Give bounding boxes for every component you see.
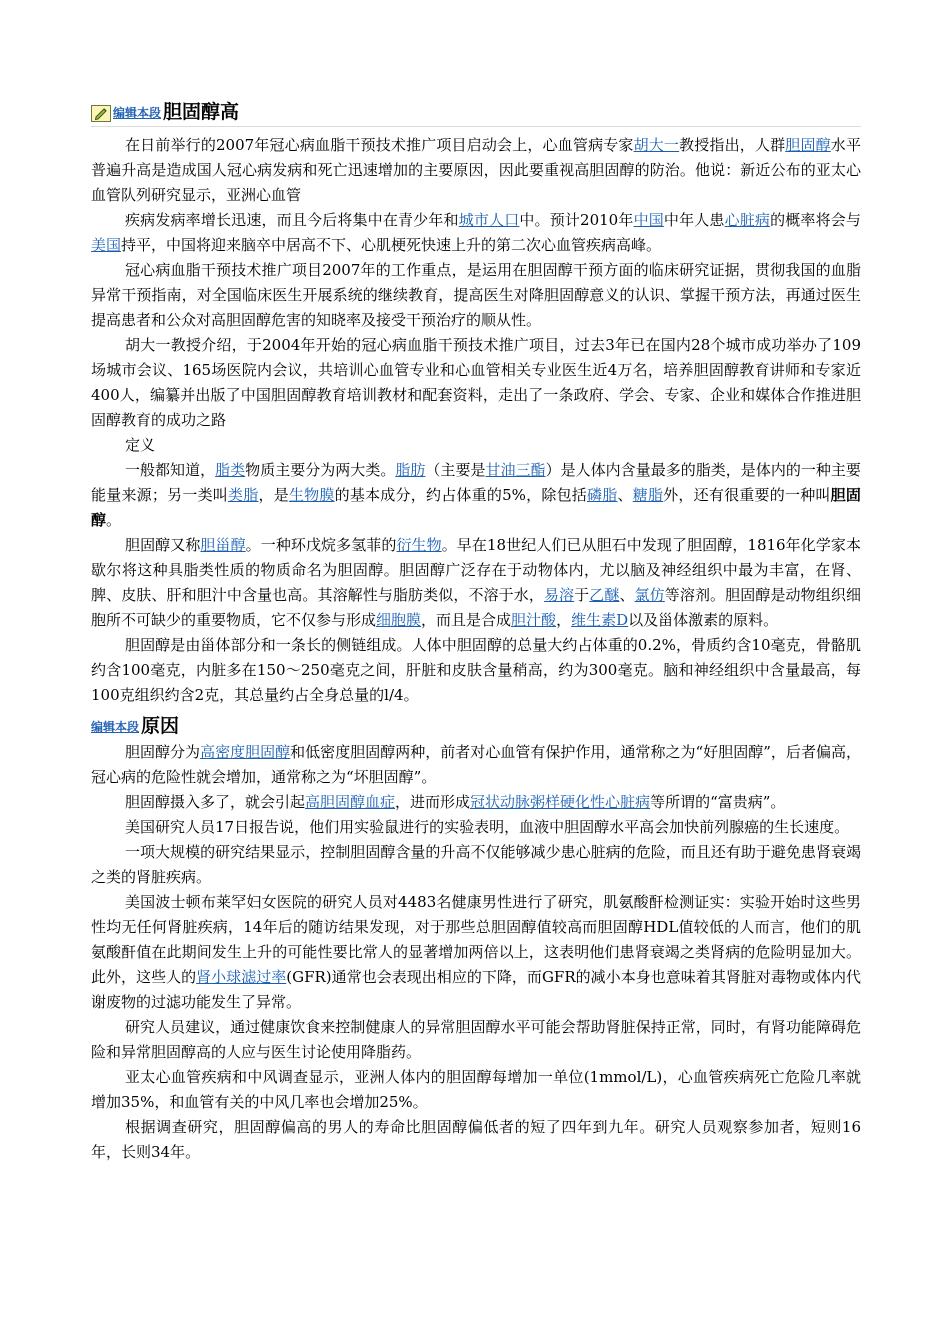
edit-section-link[interactable]: 编辑本段 — [91, 720, 140, 734]
inline-link[interactable]: 氯仿 — [634, 586, 665, 604]
inline-link[interactable]: 肾小球滤过率 — [196, 968, 287, 986]
bold-term: 胆固醇 — [91, 486, 861, 529]
text-run: 胡大一教授介绍，于2004年开始的冠心病血脂干预技术推广项目，过去3年已在国内28个城市成功举办了109场城市会议、165场医院内会议，共培训心血管专业和心血管相关专业医生近4万名，培养胆固醇教育讲师和专家近400人，编纂并出版了中国胆固醇教育培训教材和配套资料，走出了一条政府、学会、专家、企业和媒体合作推进胆固醇教育的成功之路 — [91, 336, 861, 429]
section-body-causes — [91, 740, 861, 1165]
text-run: ）是人体内含量最多的脂类，是体内的一种主要能量来源；另一类叫 — [91, 461, 861, 504]
text-run: 定义 — [125, 436, 156, 454]
inline-link[interactable]: 冠状动脉粥样硬化性心脏病 — [470, 793, 651, 811]
text-run: 等溶剂。胆固醇是动物组织细胞所不可缺少的重要物质，它不仅参与形成 — [91, 586, 861, 629]
paragraph — [91, 840, 861, 890]
inline-link[interactable]: 胆甾醇 — [200, 536, 246, 554]
edit-section-link[interactable]: 编辑本段 — [113, 106, 162, 120]
text-run: 胆固醇分为 — [125, 743, 201, 761]
paragraph — [91, 1065, 861, 1115]
inline-link[interactable]: 易溶 — [543, 586, 575, 604]
text-run: 的基本成分，约占体重的5%，除包括 — [334, 486, 588, 504]
text-run: 以及甾体激素的原料。 — [628, 611, 779, 629]
text-run: （主要是 — [425, 461, 486, 479]
text-run: 外，还有很重要的一种叫 — [663, 486, 831, 504]
paragraph — [91, 1015, 861, 1065]
text-run: 中年人患 — [663, 211, 725, 229]
text-run: 冠心病血脂干预技术推广项目2007年的工作重点，是运用在胆固醇干预方面的临床研究证据，贯彻我国的血脂异常干预指南，对全国临床医生开展系统的继续教育，提高医生对降胆固醇意义的认识、掌握干预方法，再通过医生提高患者和公众对高胆固醇危害的知晓率及接受干预治疗的顺从性。 — [91, 261, 861, 329]
inline-link[interactable]: 高密度胆固醇 — [200, 743, 291, 761]
text-run: 于 — [574, 586, 590, 604]
inline-link[interactable]: 磷脂 — [587, 486, 618, 504]
inline-link[interactable]: 胆固醇 — [785, 136, 831, 154]
text-run: 的概率将会与 — [770, 211, 861, 229]
inline-link[interactable]: 糖脂 — [632, 486, 664, 504]
inline-link[interactable]: 城市人口 — [458, 211, 520, 229]
text-run: 一般都知道， — [125, 461, 216, 479]
section-body-cholesterol-high — [91, 133, 861, 708]
section-heading-causes — [91, 710, 861, 738]
text-run: 。一种环戊烷多氢菲的 — [245, 536, 397, 554]
text-run: 美国波士顿布莱罕妇女医院的研究人员对4483名健康男性进行了研究，肌氨酸酐检测证实：实验开始时这些男性均无任何肾脏疾病，14年后的随访结果发现，对于那些总胆固醇值较高而胆固醇HDL值较低的人而言，他们的肌氨酸酐值在此期间发生上升的可能性要比常人的显著增加两倍以上，这表明他们患肾衰竭之类肾病的危险明显加大。此外，这些人的 — [91, 893, 861, 986]
inline-link[interactable]: 甘油三酯 — [485, 461, 546, 479]
inline-link[interactable]: 中国 — [633, 211, 664, 229]
paragraph — [91, 433, 861, 458]
inline-link[interactable]: 心脏病 — [724, 211, 771, 229]
text-run: 中。预计2010年 — [519, 211, 634, 229]
text-run: 美国研究人员17日报告说，他们用实验鼠进行的实验表明，血液中胆固醇水平高会加快前列腺癌的生长速度。 — [125, 818, 850, 836]
paragraph — [91, 1115, 861, 1165]
inline-link[interactable]: 维生素D — [571, 611, 629, 629]
text-run: 、 — [617, 486, 633, 504]
paragraph — [91, 890, 861, 1015]
text-run: 等所谓的“富贵病”。 — [650, 793, 786, 811]
text-run: 和低密度胆固醇两种，前者对心血管有保护作用，通常称之为“好胆固醇”，后者偏高，冠心病的危险性就会增加，通常称之为“坏胆固醇”。 — [91, 743, 861, 786]
text-run: 根据调查研究，胆固醇偏高的男人的寿命比胆固醇偏低者的短了四年到九年。研究人员观察参加者，短则16年，长则34年。 — [91, 1118, 861, 1161]
text-run: 胆固醇又称 — [125, 536, 201, 554]
text-run: 物质主要分为两大类。 — [245, 461, 396, 479]
paragraph — [91, 533, 861, 633]
inline-link[interactable]: 胆汁酸 — [511, 611, 557, 629]
section-heading-cholesterol-high — [91, 96, 861, 127]
paragraph — [91, 740, 861, 790]
paragraph — [91, 790, 861, 815]
document — [91, 96, 861, 1165]
text-run: 研究人员建议，通过健康饮食来控制健康人的异常胆固醇水平可能会帮助肾脏保持正常，同时，有肾功能障碍危险和异常胆固醇高的人应与医生讨论使用降脂药。 — [91, 1018, 861, 1061]
inline-link[interactable]: 类脂 — [228, 486, 259, 504]
inline-link[interactable]: 脂肪 — [395, 461, 426, 479]
text-run: 疾病发病率增长迅速，而且今后将集中在青少年和 — [125, 211, 459, 229]
inline-link[interactable]: 胡大一 — [633, 136, 680, 154]
text-run: ，而且是合成 — [421, 611, 512, 629]
text-run: 。早在18世纪人们已从胆石中发现了胆固醇，1816年化学家本歇尔将这种具脂类性质的物质命名为胆固醇。胆固醇广泛存在于动物体内，尤以脑及神经组织中最为丰富，在肾、脾、皮肤、肝和胆汁中含量也高。其溶解性与脂肪类似，不溶于水， — [91, 536, 861, 604]
text-run: 胆固醇是由甾体部分和一条长的侧链组成。人体中胆固醇的总量大约占体重的0.2%，骨质约含10毫克，骨骼肌约含100毫克，内脏多在150～250毫克之间，肝脏和皮肤含量稍高，约为300毫克。脑和神经组织中含量最高，每100克组织约含2克，其总量约占全身总量的l/4。 — [91, 636, 861, 704]
text-run: 在日前举行的2007年冠心病血脂干预技术推广项目启动会上，心血管病专家 — [125, 136, 634, 154]
inline-link[interactable]: 乙醚 — [589, 586, 620, 604]
paragraph — [91, 208, 861, 258]
paragraph — [91, 133, 861, 208]
text-run: 亚太心血管疾病和中风调查显示，亚洲人体内的胆固醇每增加一单位(1mmol/L)，心血管疾病死亡危险几率就增加35%，和血管有关的中风几率也会增加25%。 — [91, 1068, 861, 1111]
paragraph — [91, 333, 861, 433]
inline-link[interactable]: 高胆固醇血症 — [305, 793, 396, 811]
text-run: ，是 — [258, 486, 289, 504]
paragraph — [91, 458, 861, 533]
text-run: 一项大规模的研究结果显示，控制胆固醇含量的升高不仅能够减少患心脏病的危险，而且还有助于避免患肾衰竭之类的肾脏疾病。 — [91, 843, 861, 886]
text-run: 持平，中国将迎来脑卒中居高不下、心肌梗死快速上升的第二次心血管疾病高峰。 — [121, 236, 662, 254]
paragraph — [91, 258, 861, 333]
text-run: 。 — [106, 511, 122, 529]
text-run: ， — [556, 611, 572, 629]
section-title: 原因 — [141, 715, 180, 737]
text-run: 教授指出，人群 — [679, 136, 786, 154]
text-run: (GFR)通常也会表现出相应的下降，而GFR的减小本身也意味着其肾脏对毒物或体内代谢废物的过滤功能发生了异常。 — [91, 968, 861, 1011]
text-run: 胆固醇摄入多了，就会引起 — [125, 793, 306, 811]
text-run: ，进而形成 — [395, 793, 471, 811]
section-title: 胆固醇高 — [163, 101, 240, 123]
inline-link[interactable]: 衍生物 — [396, 536, 442, 554]
edit-icon[interactable] — [91, 105, 111, 122]
text-run: 水平普遍升高是造成国人冠心病发病和死亡迅速增加的主要原因，因此要重视高胆固醇的防治。他说：新近公布的亚太心血管队列研究显示，亚洲心血管 — [91, 136, 861, 204]
inline-link[interactable]: 美国 — [91, 236, 122, 254]
paragraph — [91, 815, 861, 840]
paragraph — [91, 633, 861, 708]
inline-link[interactable]: 脂类 — [215, 461, 246, 479]
inline-link[interactable]: 生物膜 — [288, 486, 335, 504]
text-run: 、 — [619, 586, 635, 604]
inline-link[interactable]: 细胞膜 — [376, 611, 422, 629]
